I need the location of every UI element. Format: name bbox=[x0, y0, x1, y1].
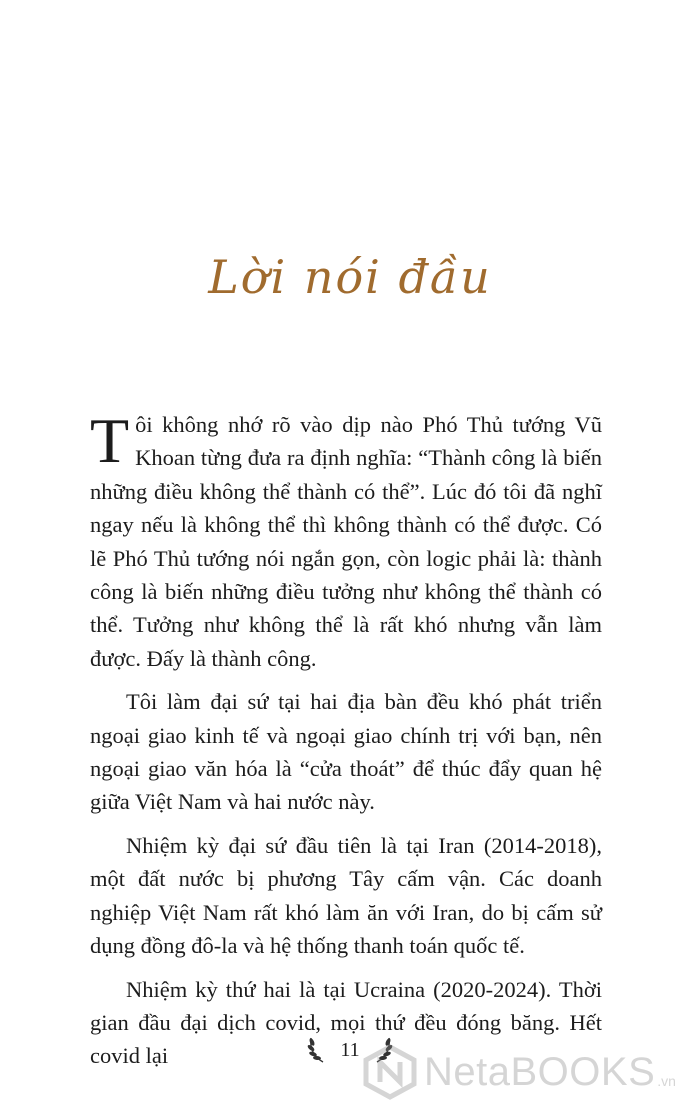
paragraph-1 bbox=[90, 405, 602, 675]
paragraph-1-text: ôi không nhớ rõ vào dịp nào Phó Thủ tướng Vũ Khoan từng đưa ra định nghĩa: “Thành công là biến những điều không thể thành có thể”. Lúc đó tôi đã nghĩ ngay nếu là không thể thì không thành có thể được. Có lẽ Phó Thủ tướng nói ngắn gọn, còn logic phải là: thành công là biến những điều tưởng như không thể thành có thể. Tưởng như không thể là rất khó nhưng vẫn làm được. Đấy là thành công. bbox=[90, 412, 602, 671]
watermark-suffix: .vn bbox=[657, 1073, 676, 1089]
paragraph-3: Nhiệm kỳ đại sứ đầu tiên là tại Iran (2014-2018), một đất nước bị phương Tây cấm vận. Các doanh nghiệp Việt Nam rất khó làm ăn với Iran, do bị cấm sử dụng đồng đô-la và hệ thống thanh toán quốc tế. bbox=[90, 832, 602, 959]
chapter-heading: Lời nói đầu bbox=[208, 250, 492, 304]
paragraph-4: Nhiệm kỳ thứ hai là tại Ucraina (2020-2024). Thời gian đầu đại dịch covid, mọi thứ đều đóng băng. Hết covid lại bbox=[90, 976, 602, 1069]
watermark-text: NetaBOOKS bbox=[424, 1049, 656, 1094]
drop-cap: T bbox=[90, 405, 130, 476]
paragraph-2: Tôi làm đại sứ tại hai địa bàn đều khó phát triển ngoại giao kinh tế và ngoại giao chính trị với bạn, nên ngoại giao văn hóa là “cửa thoát” để thúc đẩy quan hệ giữa Việt Nam và hai nước này. bbox=[90, 689, 602, 815]
netabooks-logo-icon bbox=[362, 1044, 418, 1100]
body-text bbox=[90, 405, 602, 1083]
laurel-left-icon bbox=[303, 1036, 329, 1064]
watermark bbox=[362, 1044, 676, 1100]
page-number: 11 bbox=[340, 1038, 360, 1061]
